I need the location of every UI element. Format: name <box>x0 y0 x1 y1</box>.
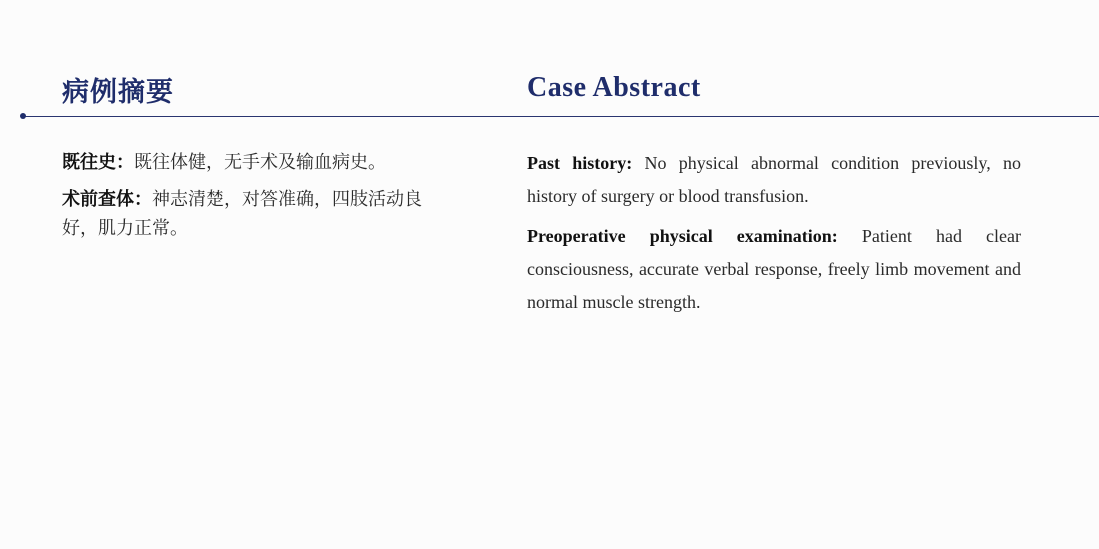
en-past-history-text: No physical abnormal condition previously, no history of surgery or blood transfusion. <box>527 153 1021 206</box>
divider-dot <box>20 113 26 119</box>
cn-preoperative-exam-text: 神志清楚，对答准确，四肢活动良好，肌力正常。 <box>62 189 422 239</box>
cn-past-history <box>62 148 452 177</box>
en-preoperative-exam <box>527 220 1021 319</box>
en-preoperative-exam-text: Patient had clear consciousness, accurate verbal response, freely limb movement and normal muscle strength. <box>527 226 1022 312</box>
cn-preoperative-exam-label: 术前查体： <box>62 189 152 210</box>
english-content <box>527 147 1021 326</box>
cn-preoperative-exam <box>62 185 452 243</box>
title-chinese: 病例摘要 <box>62 77 174 108</box>
title-english: Case Abstract <box>527 72 701 103</box>
cn-past-history-text: 既往体健，无手术及输血病史。 <box>134 152 386 173</box>
en-preoperative-exam-label: Preoperative physical examination: <box>527 226 838 246</box>
en-past-history-label: Past history: <box>527 153 633 173</box>
cn-past-history-label: 既往史： <box>62 152 134 173</box>
header-divider <box>22 116 1099 117</box>
chinese-content <box>62 148 452 251</box>
en-past-history <box>527 147 1021 213</box>
